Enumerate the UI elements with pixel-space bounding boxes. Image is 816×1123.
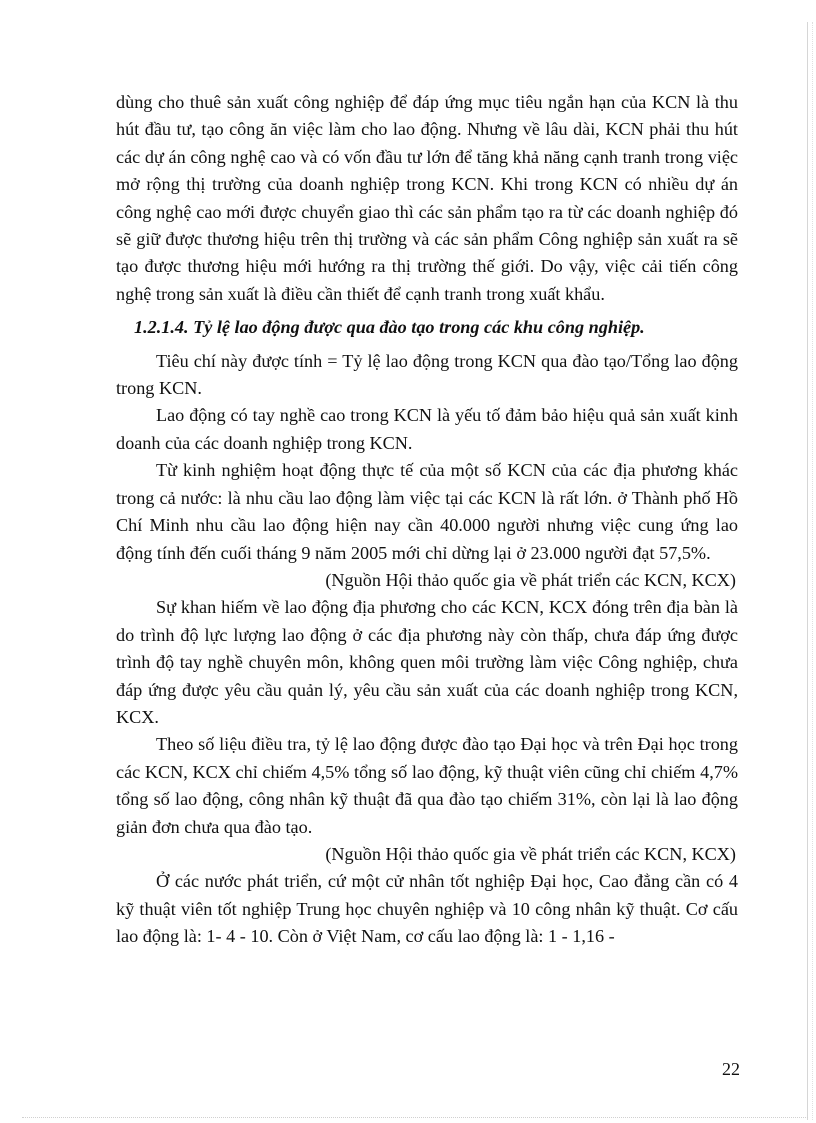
paragraph: Sự khan hiếm về lao động địa phương cho các KCN, KCX đóng trên địa bàn là do trình độ lực lượng lao động ở các địa phương này còn thấp, chưa đáp ứng được trình độ tay nghề chuyên môn, không quen môi trường làm việc Công nghiệp, chưa đáp ứng được yêu cầu quản lý, yêu cầu sản xuất của các doanh nghiệp trong KCN, KCX. bbox=[116, 597, 738, 727]
source-citation: (Nguồn Hội thảo quốc gia về phát triển các KCN, KCX) bbox=[325, 843, 736, 864]
paragraph: Theo số liệu điều tra, tỷ lệ lao động được đào tạo Đại học và trên Đại học trong các KCN, KCX chỉ chiếm 4,5% tổng số lao động, kỹ thuật viên cũng chỉ chiếm 4,7% tổng số lao động, công nhân kỹ thuật đã qua đào tạo chiếm 31%, còn lại là lao động giản đơn chưa qua đào tạo. bbox=[116, 734, 738, 837]
source-citation: (Nguồn Hội thảo quốc gia về phát triển các KCN, KCX) bbox=[325, 569, 736, 590]
paragraph: Từ kinh nghiệm hoạt động thực tế của một số KCN của các địa phương khác trong cả nước: là nhu cầu lao động làm việc tại các KCN là rất lớn. ở Thành phố Hồ Chí Minh nhu cầu lao động hiện nay cần 40.000 người nhưng việc cung ứng lao động tính đến cuối tháng 9 năm 2005 mới chỉ dừng lại ở 23.000 người đạt 57,5%. bbox=[116, 460, 738, 563]
paragraph-continuation: dùng cho thuê sản xuất công nghiệp để đáp ứng mục tiêu ngắn hạn của KCN là thu hút đầu tư, tạo công ăn việc làm cho lao động. Nhưng về lâu dài, KCN phải thu hút các dự án công nghệ cao và có vốn đầu tư lớn để tăng khả năng cạnh tranh trong việc mở rộng thị trường của doanh nghiệp trong KCN. Khi trong KCN có nhiều dự án công nghệ cao mới được chuyển giao thì các sản phẩm tạo ra từ các doanh nghiệp đó sẽ giữ được thương hiệu trên thị trường và các sản phẩm Công nghiệp sản xuất ra sẽ tạo được thương hiệu mới hướng ra thị trường thế giới. Do vậy, việc cải tiến công nghệ trong sản xuất là điều cần thiết để cạnh tranh trong xuất khẩu. bbox=[116, 92, 738, 304]
page-number: 22 bbox=[722, 1059, 740, 1079]
page-border-bottom bbox=[22, 1117, 808, 1118]
paragraph: Tiêu chí này được tính = Tỷ lệ lao động trong KCN qua đào tạo/Tổng lao động trong KCN. bbox=[116, 350, 738, 399]
page-border-right bbox=[807, 22, 813, 1120]
section-heading: 1.2.1.4. Tỷ lệ lao động được qua đào tạo trong các khu công nghiệp. bbox=[134, 317, 645, 338]
page-body bbox=[116, 89, 738, 951]
paragraph: Ở các nước phát triển, cứ một cử nhân tốt nghiệp Đại học, Cao đẳng cần có 4 kỹ thuật viên tốt nghiệp Trung học chuyên nghiệp và 10 công nhân kỹ thuật. Cơ cấu lao động là: 1- 4 - 10. Còn ở Việt Nam, cơ cấu lao động là: 1 - 1,16 - bbox=[116, 871, 738, 947]
paragraph: Lao động có tay nghề cao trong KCN là yếu tố đảm bảo hiệu quả sản xuất kinh doanh của các doanh nghiệp trong KCN. bbox=[116, 405, 738, 453]
